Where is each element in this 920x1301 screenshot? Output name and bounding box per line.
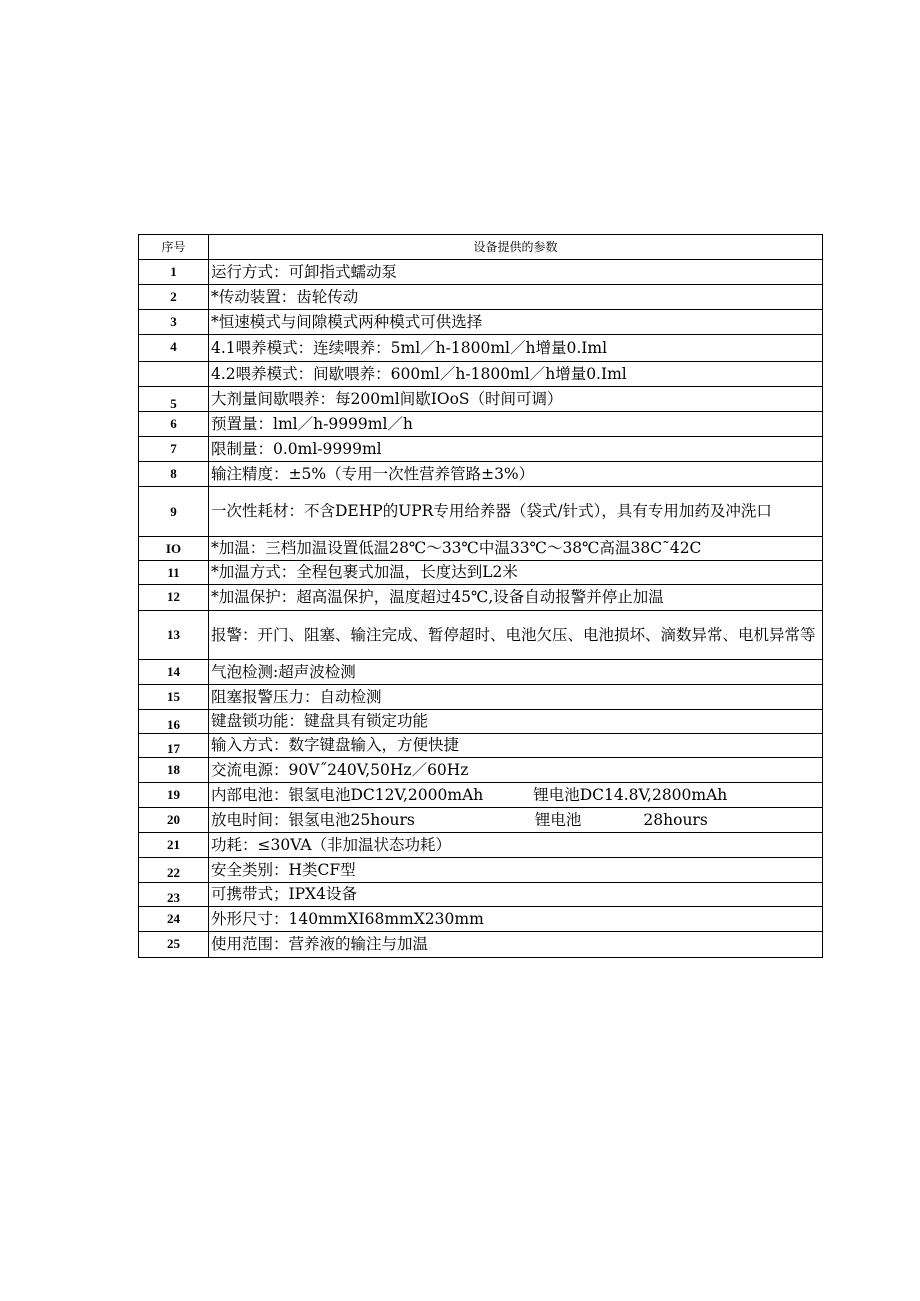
discharge-time-lithium-label: 锂电池 bbox=[534, 810, 582, 829]
row-parameter: 阻塞报警压力：自动检测 bbox=[209, 685, 823, 710]
row-number: 4 bbox=[139, 335, 209, 362]
row-number: 12 bbox=[139, 585, 209, 611]
row-parameter: 报警：开门、阻塞、输注完成、暂停超时、电池欠压、电池损坏、滴数异常、电机异常等 bbox=[209, 611, 823, 660]
row-number: 13 bbox=[139, 611, 209, 660]
row-number: 19 bbox=[139, 783, 209, 808]
table-row bbox=[139, 833, 823, 858]
table-row bbox=[139, 734, 823, 758]
table-row bbox=[139, 335, 823, 362]
row-number: 8 bbox=[139, 462, 209, 487]
row-number: 22 bbox=[139, 858, 209, 883]
table-row bbox=[139, 858, 823, 883]
row-parameter: 键盘锁功能：键盘具有锁定功能 bbox=[209, 710, 823, 734]
row-parameter: 限制量：0.0ml-9999ml bbox=[209, 437, 823, 462]
row-parameter: 运行方式：可卸指式蠕动泵 bbox=[209, 260, 823, 285]
table-row bbox=[139, 362, 823, 387]
row-parameter: 预置量：lml／h-9999ml／h bbox=[209, 412, 823, 437]
table-row bbox=[139, 685, 823, 710]
row-number: 1 bbox=[139, 260, 209, 285]
row-number: 11 bbox=[139, 561, 209, 585]
row-number: 9 bbox=[139, 487, 209, 537]
row-parameter: 一次性耗材：不含DEHP的UPR专用给养器（袋式/针式），具有专用加药及冲洗口 bbox=[209, 487, 823, 537]
header-parameters: 设备提供的参数 bbox=[209, 235, 823, 260]
table-row bbox=[139, 907, 823, 932]
row-number: 15 bbox=[139, 685, 209, 710]
header-row bbox=[139, 235, 823, 260]
table-row bbox=[139, 585, 823, 611]
table-row bbox=[139, 561, 823, 585]
row-parameter bbox=[209, 783, 823, 808]
row-number: 14 bbox=[139, 660, 209, 685]
row-parameter: 可携带式；IPX4设备 bbox=[209, 883, 823, 907]
row-number bbox=[139, 362, 209, 387]
row-parameter: 交流电源：90V˝240V,50Hz／60Hz bbox=[209, 758, 823, 783]
table-row bbox=[139, 310, 823, 335]
row-number: 24 bbox=[139, 907, 209, 932]
table-row bbox=[139, 611, 823, 660]
row-number: 20 bbox=[139, 808, 209, 833]
row-number: 25 bbox=[139, 932, 209, 958]
row-parameter: 大剂量间歇喂养：每200ml间歇IOoS（时间可调） bbox=[209, 387, 823, 412]
discharge-time-lithium-value: 28hours bbox=[643, 810, 708, 829]
discharge-time-nimh: 放电时间：银氢电池25hours bbox=[211, 810, 415, 829]
table-row bbox=[139, 437, 823, 462]
table-row bbox=[139, 412, 823, 437]
row-number: 2 bbox=[139, 285, 209, 310]
table-row bbox=[139, 883, 823, 907]
row-number: 21 bbox=[139, 833, 209, 858]
table-body bbox=[139, 260, 823, 958]
table-row bbox=[139, 285, 823, 310]
internal-battery-nimh: 内部电池：银氢电池DC12V,2000mAh bbox=[211, 785, 484, 804]
table-row bbox=[139, 260, 823, 285]
row-number: 3 bbox=[139, 310, 209, 335]
row-parameter: *加温方式：全程包裹式加温，长度达到L2米 bbox=[209, 561, 823, 585]
row-parameter bbox=[209, 808, 823, 833]
row-parameter: 外形尺寸：140mmXI68mmX230mm bbox=[209, 907, 823, 932]
row-parameter: *加温保护：超高温保护，温度超过45℃,设备自动报警并停止加温 bbox=[209, 585, 823, 611]
row-number: 5 bbox=[139, 387, 209, 412]
table-row bbox=[139, 710, 823, 734]
table-row bbox=[139, 758, 823, 783]
table-row bbox=[139, 487, 823, 537]
table-row bbox=[139, 660, 823, 685]
row-number: 16 bbox=[139, 710, 209, 734]
row-parameter: *加温：三档加温设置低温28℃～33℃中温33℃～38℃高温38C˜42C bbox=[209, 537, 823, 561]
table-row bbox=[139, 462, 823, 487]
row-parameter: *传动装置：齿轮传动 bbox=[209, 285, 823, 310]
row-parameter: 气泡检测:超声波检测 bbox=[209, 660, 823, 685]
table-row bbox=[139, 537, 823, 561]
row-number: 18 bbox=[139, 758, 209, 783]
table-row bbox=[139, 808, 823, 833]
row-number: 7 bbox=[139, 437, 209, 462]
row-number: 6 bbox=[139, 412, 209, 437]
row-parameter: 输注精度：±5%（专用一次性营养管路±3%） bbox=[209, 462, 823, 487]
table-row bbox=[139, 387, 823, 412]
row-parameter: 功耗：≤30VA（非加温状态功耗） bbox=[209, 833, 823, 858]
row-parameter: 4.1喂养模式：连续喂养：5ml／h-1800ml／h增量0.Iml bbox=[209, 335, 823, 362]
table-row bbox=[139, 932, 823, 958]
table-row bbox=[139, 783, 823, 808]
header-serial-number: 序号 bbox=[139, 235, 209, 260]
table-header bbox=[139, 235, 823, 260]
row-parameter: 使用范围：营养液的输注与加温 bbox=[209, 932, 823, 958]
row-parameter: 安全类别：H类CF型 bbox=[209, 858, 823, 883]
internal-battery-lithium: 锂电池DC14.8V,2800mAh bbox=[533, 785, 728, 804]
row-parameter: 输入方式：数字键盘输入，方便快捷 bbox=[209, 734, 823, 758]
row-parameter: 4.2喂养模式：间歇喂养：600ml／h-1800ml／h增量0.Iml bbox=[209, 362, 823, 387]
row-number: 23 bbox=[139, 883, 209, 907]
row-number: IO bbox=[139, 537, 209, 561]
equipment-parameter-table bbox=[138, 234, 823, 958]
row-parameter: *恒速模式与间隙模式两种模式可供选择 bbox=[209, 310, 823, 335]
row-number: 17 bbox=[139, 734, 209, 758]
